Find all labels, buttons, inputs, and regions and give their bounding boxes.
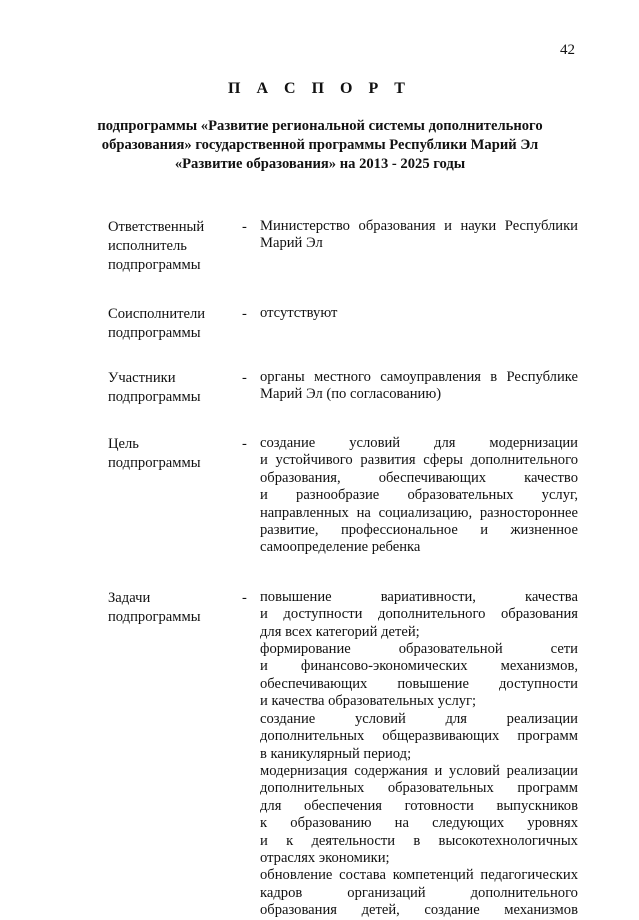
row-value-line: [260, 641, 578, 658]
row-value-line: [260, 658, 578, 675]
value-word: финансово-экономических: [300, 658, 468, 675]
row-label: [108, 589, 242, 920]
row-value-line: [260, 589, 578, 606]
passport-row-participants: [108, 369, 578, 407]
value-word: и: [444, 218, 452, 234]
value-word: самоуправления: [380, 369, 481, 385]
row-label-line: подпрограммы: [108, 389, 201, 405]
value-word: дополнительного: [470, 884, 578, 901]
value-word: создание: [260, 710, 316, 727]
row-label-line: исполнитель: [108, 238, 187, 254]
row-label-line: Ответственный: [108, 219, 205, 235]
value-word: направленных: [260, 504, 349, 521]
value-word: науки: [460, 218, 497, 234]
subtitle-line: образования» государственной программы Республики Марий Эл: [101, 137, 539, 153]
row-label-line: Цель: [108, 436, 139, 452]
value-word: качества: [525, 588, 578, 605]
value-word: высокотехнологичных: [438, 832, 578, 849]
value-word: и: [260, 658, 268, 675]
value-word: к: [286, 832, 294, 849]
passport-row-co-executors: [108, 305, 578, 343]
value-word: условий: [449, 762, 500, 779]
row-label-line: Соисполнители: [108, 306, 206, 322]
passport-row-tasks: [108, 589, 578, 920]
row-value-line: отраслях экономики;: [260, 849, 390, 866]
row-value: [260, 369, 578, 407]
value-word: следующих: [432, 815, 505, 832]
row-label-line: подпрограммы: [108, 608, 201, 625]
value-word: реализации: [506, 710, 578, 727]
value-word: общеразвивающих: [382, 728, 500, 745]
row-value-line: [260, 452, 578, 469]
row-value-line: [260, 505, 578, 522]
value-word: Республики: [504, 218, 578, 234]
value-word: педагогических: [480, 867, 578, 884]
value-word: кадров: [260, 884, 303, 901]
row-value-line: Марий Эл (по согласованию): [260, 386, 442, 403]
row-dash: -: [242, 589, 247, 606]
value-word: повышение: [260, 588, 332, 605]
row-value-line: [260, 798, 578, 815]
value-word: социализацию,: [378, 504, 473, 521]
subtitle-line: подпрограммы «Развитие региональной системы дополнительного: [97, 118, 543, 134]
row-value-line: [260, 606, 578, 623]
row-dash: -: [242, 436, 247, 452]
value-word: образовательной: [398, 641, 503, 658]
row-label-line: подпрограммы: [108, 257, 201, 273]
value-word: программ: [517, 728, 578, 745]
value-word: на: [356, 504, 371, 521]
row-value-line: [260, 885, 578, 902]
value-word: на: [394, 815, 409, 832]
row-value-line: [260, 780, 578, 797]
value-word: компетенций: [392, 867, 474, 884]
row-value-line: Марий Эл: [260, 235, 323, 252]
value-word: дополнительного: [378, 606, 486, 623]
row-dash: -: [242, 370, 247, 386]
row-value: [260, 305, 578, 343]
value-word: деятельности: [311, 832, 396, 849]
row-value-line: [260, 369, 578, 386]
value-word: услуг,: [541, 487, 578, 504]
value-word: образования: [358, 218, 436, 234]
row-value-line: [260, 522, 578, 539]
value-word: организаций: [347, 884, 426, 901]
row-value-line: [260, 763, 578, 780]
value-word: механизмов: [504, 902, 578, 919]
row-value-line: отсутствуют: [260, 305, 338, 321]
value-word: обеспечивающих: [378, 469, 487, 486]
value-word: и: [480, 522, 489, 539]
value-word: разностороннее: [479, 504, 578, 521]
row-value-line: самоопределение ребенка: [260, 539, 421, 556]
value-word: для: [260, 797, 282, 814]
row-value: [260, 218, 578, 275]
value-word: в: [413, 832, 421, 849]
value-word: качество: [524, 469, 578, 486]
value-word: повышение: [397, 675, 469, 692]
value-word: условий: [349, 435, 401, 451]
value-word: программ: [517, 780, 578, 797]
value-word: образовательных: [387, 780, 494, 797]
row-value-line: [260, 470, 578, 487]
row-value-line: для всех категорий детей;: [260, 623, 420, 640]
value-word: сферы: [423, 452, 463, 469]
value-word: для: [434, 435, 456, 451]
value-word: обеспечения: [304, 797, 382, 814]
value-word: Республике: [506, 369, 578, 385]
value-word: выпускников: [496, 797, 578, 814]
row-value: [260, 589, 578, 920]
value-word: к: [260, 815, 268, 832]
value-word: обновление: [260, 867, 333, 884]
row-dash: -: [242, 306, 247, 322]
value-word: сети: [550, 641, 578, 658]
row-label: [108, 435, 242, 557]
value-word: дополнительного: [470, 452, 578, 469]
value-word: Министерство: [260, 218, 350, 234]
value-word: развития: [360, 452, 416, 469]
document-title: П А С П О Р Т: [228, 80, 411, 97]
value-word: образовательных: [407, 487, 514, 504]
value-word: модернизация: [260, 762, 348, 779]
row-value-line: [260, 435, 578, 452]
value-word: реализации: [506, 762, 578, 779]
value-word: и: [260, 487, 268, 504]
value-word: и: [260, 452, 268, 469]
row-value-line: и качества образовательных услуг;: [260, 693, 477, 710]
row-value-line: [260, 867, 578, 884]
value-word: создание: [424, 902, 480, 919]
value-word: и: [260, 832, 268, 849]
value-word: органы: [260, 369, 305, 385]
row-label: [108, 305, 242, 343]
row-dash: -: [242, 219, 247, 235]
value-word: условий: [354, 710, 406, 727]
value-word: готовности: [404, 797, 474, 814]
row-value-line: [260, 676, 578, 693]
value-word: состава: [339, 867, 386, 884]
row-value-line: [260, 218, 578, 235]
document-subtitle: [60, 117, 580, 174]
passport-row-goal: [108, 435, 578, 557]
value-word: разнообразие: [296, 487, 380, 504]
row-label: [108, 218, 242, 275]
row-label-line: Участники: [108, 370, 176, 386]
value-word: содержания: [354, 762, 428, 779]
row-label-line: Задачи: [108, 589, 151, 606]
row-value-line: [260, 728, 578, 745]
value-word: создание: [260, 435, 316, 451]
value-word: модернизации: [489, 435, 578, 451]
value-word: развитие,: [260, 522, 319, 539]
passport-row-responsible-executor: [108, 218, 578, 275]
value-word: механизмов,: [500, 658, 578, 675]
row-label-line: подпрограммы: [108, 455, 201, 471]
value-word: и: [434, 762, 443, 779]
value-word: обеспечивающих: [260, 675, 368, 692]
value-word: доступности: [283, 606, 363, 623]
value-word: вариативности,: [380, 588, 476, 605]
row-label-line: подпрограммы: [108, 325, 201, 341]
value-word: доступности: [499, 675, 578, 692]
value-word: формирование: [260, 641, 351, 658]
row-value: [260, 435, 578, 557]
value-word: детей,: [361, 902, 400, 919]
value-word: местного: [313, 369, 371, 385]
value-word: уровнях: [527, 815, 578, 832]
row-value-line: [260, 902, 578, 919]
value-word: образованию: [290, 815, 372, 832]
value-word: образования,: [260, 469, 341, 486]
value-word: жизненное: [510, 522, 578, 539]
passport-table: [108, 218, 578, 920]
value-word: дополнительных: [260, 780, 365, 797]
value-word: в: [490, 369, 498, 385]
value-word: дополнительных: [260, 728, 365, 745]
row-value-line: [260, 487, 578, 504]
page-number: 42: [560, 42, 575, 58]
row-value-line: [260, 815, 578, 832]
value-word: образования: [260, 902, 337, 919]
value-word: для: [445, 710, 467, 727]
row-value-line: [260, 833, 578, 850]
row-label: [108, 369, 242, 407]
row-value-line: [260, 711, 578, 728]
value-word: образования: [501, 606, 578, 623]
value-word: и: [260, 606, 268, 623]
value-word: профессиональное: [340, 522, 458, 539]
subtitle-line: «Развитие образования» на 2013 - 2025 годы: [174, 156, 466, 172]
value-word: устойчивого: [275, 452, 353, 469]
row-value-line: в каникулярный период;: [260, 745, 412, 762]
